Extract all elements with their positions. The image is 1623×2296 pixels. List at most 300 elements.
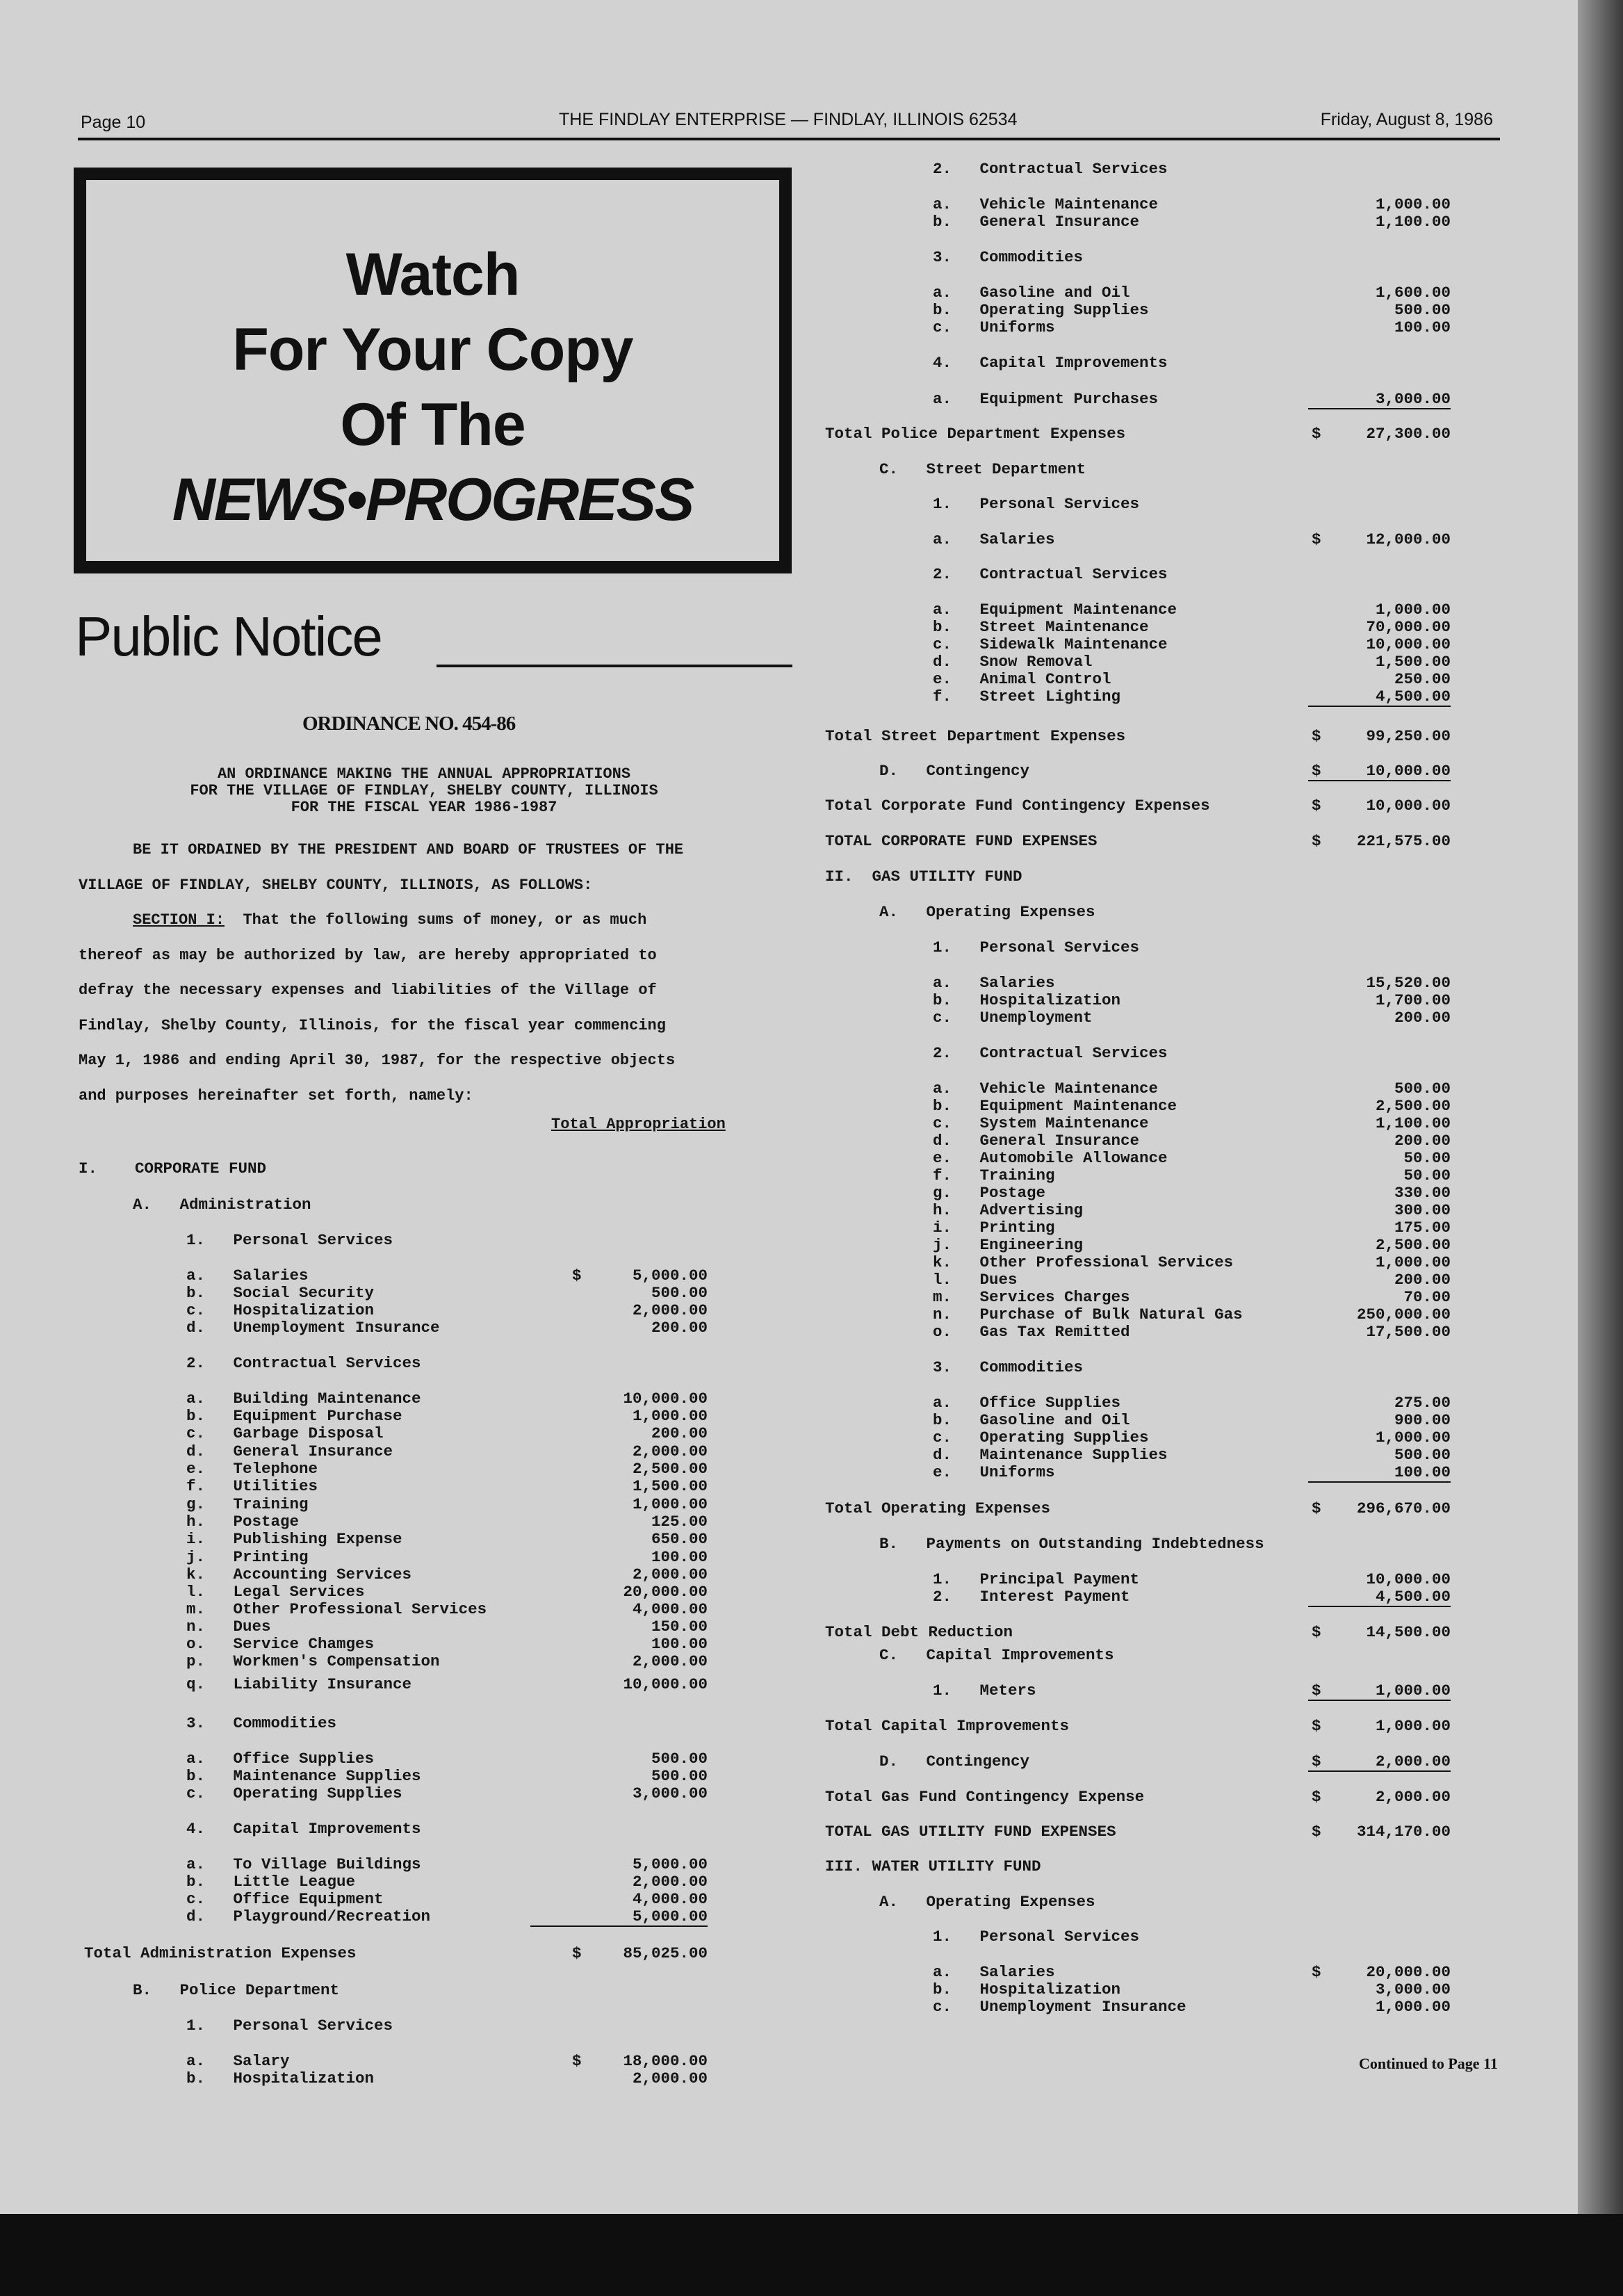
dollar-sign: $ [1312, 1499, 1321, 1517]
scan-border [0, 2214, 1623, 2296]
line-item-amount: 15,520.00 [1366, 974, 1451, 992]
line-item-amount: 70.00 [1403, 1288, 1451, 1306]
section-line: Findlay, Shelby County, Illinois, for the fiscal year commencing [79, 1016, 666, 1034]
line-item-amount: 296,670.00 [1356, 1499, 1451, 1517]
budget-line-item [825, 1717, 1467, 1735]
line-item-amount: 1,000.00 [1375, 195, 1451, 213]
line-item-amount: 2,000.00 [632, 1652, 708, 1670]
line-item-amount: 2,000.00 [632, 1301, 708, 1319]
line-item-label: Total Police Department Expenses [825, 425, 1126, 443]
line-item-label: b. Operating Supplies [933, 301, 1149, 319]
line-item-amount: 2,000.00 [1375, 1788, 1451, 1806]
budget-line-item [879, 1646, 1467, 1664]
line-item-amount: 500.00 [1394, 1080, 1451, 1098]
line-item-label: D. Contingency [879, 1752, 1030, 1770]
budget-line-item [933, 1411, 1467, 1429]
left-budget-column [79, 0, 728, 2155]
budget-line-item [933, 284, 1467, 302]
line-item-label: b. General Insurance [933, 213, 1140, 231]
budget-line-item [186, 1873, 728, 1891]
line-item-label: m. Services Charges [933, 1288, 1130, 1306]
budget-line-item [933, 1114, 1467, 1132]
budget-line-item [186, 1820, 728, 1838]
line-item-amount: 250.00 [1394, 670, 1451, 688]
budget-line-item [186, 1424, 728, 1442]
line-item-amount: 1,000.00 [1375, 1998, 1451, 2016]
line-item-amount: 1,000.00 [1375, 1428, 1451, 1447]
line-item-amount: 1,000.00 [1375, 1717, 1451, 1735]
line-item-label: 1. Personal Services [933, 938, 1140, 956]
line-item-label: d. Maintenance Supplies [933, 1446, 1168, 1464]
ad-line-3: Of The [340, 391, 525, 458]
budget-line-item [933, 635, 1467, 653]
dollar-sign: $ [1312, 762, 1321, 780]
dollar-sign: $ [1312, 1823, 1321, 1841]
budget-line-item [933, 390, 1467, 408]
budget-line-item [879, 460, 1467, 478]
budget-line-item [879, 903, 1467, 921]
line-item-label: i. Publishing Expense [186, 1530, 402, 1548]
line-item-label: n. Dues [186, 1618, 271, 1636]
line-item-amount: 500.00 [651, 1767, 708, 1785]
line-item-label: c. Operating Supplies [933, 1428, 1149, 1447]
budget-line-item [825, 1857, 1467, 1875]
line-item-amount: 100.00 [651, 1548, 708, 1566]
budget-line-item [825, 425, 1467, 443]
budget-line-item [933, 1323, 1467, 1341]
budget-line-item [825, 832, 1467, 850]
line-item-label: g. Postage [933, 1184, 1046, 1202]
line-item-label: TOTAL GAS UTILITY FUND EXPENSES [825, 1823, 1116, 1841]
line-item-label: b. Social Security [186, 1284, 375, 1302]
line-item-amount: 175.00 [1394, 1219, 1451, 1237]
line-item-amount: 50.00 [1403, 1166, 1451, 1184]
budget-line-item [933, 1219, 1467, 1237]
appropriation-column-heading: Total Appropriation [551, 1116, 726, 1133]
line-item-label: c. Office Equipment [186, 1890, 384, 1908]
budget-line-item [933, 1288, 1467, 1306]
line-item-amount: 200.00 [1394, 1271, 1451, 1289]
line-item-amount: 1,700.00 [1375, 991, 1451, 1009]
line-item-amount: 500.00 [1394, 1446, 1451, 1464]
line-item-amount: 10,000.00 [1366, 797, 1451, 815]
line-item-amount: 3,000.00 [1375, 1980, 1451, 1998]
dollar-sign: $ [1312, 832, 1321, 850]
section-line: and purposes hereinafter set forth, namely: [79, 1086, 473, 1105]
budget-line-item [186, 1442, 728, 1460]
line-item-amount: 314,170.00 [1356, 1823, 1451, 1841]
line-item-label: e. Animal Control [933, 670, 1111, 688]
line-item-label: h. Postage [186, 1513, 300, 1531]
line-item-amount: 100.00 [651, 1635, 708, 1653]
line-item-label: C. Capital Improvements [879, 1646, 1114, 1664]
line-item-amount: 3,000.00 [1308, 390, 1451, 409]
right-budget-column [825, 0, 1467, 2155]
line-item-label: e. Telephone [186, 1460, 318, 1478]
line-item-amount: 650.00 [651, 1530, 708, 1548]
budget-line-item [933, 1166, 1467, 1184]
budget-line-item [186, 1548, 728, 1566]
line-item-amount: 1,000.00 [1375, 601, 1451, 619]
budget-line-item [186, 1890, 728, 1908]
page-edge-shadow [1578, 0, 1623, 2214]
line-item-label: a. Equipment Purchases [933, 390, 1159, 408]
budget-line-item [933, 301, 1467, 319]
budget-line-item [186, 1565, 728, 1583]
budget-line-item [933, 1588, 1467, 1606]
page-number: Page 10 [81, 113, 146, 132]
line-item-label: d. General Insurance [933, 1132, 1140, 1150]
line-item-label: h. Advertising [933, 1201, 1084, 1219]
section-label: SECTION I: [133, 911, 225, 929]
line-item-label: TOTAL CORPORATE FUND EXPENSES [825, 832, 1098, 850]
budget-line-item [186, 2069, 728, 2087]
line-item-amount: 1,100.00 [1375, 1114, 1451, 1132]
masthead: THE FINDLAY ENTERPRISE — FINDLAY, ILLINOIS 62534 [559, 110, 1018, 129]
ad-line-1: Watch [345, 241, 520, 308]
budget-line-item [933, 618, 1467, 636]
line-item-label: A. Operating Expenses [879, 1893, 1095, 1911]
budget-line-item [933, 1236, 1467, 1254]
budget-line-item [186, 1750, 728, 1768]
line-item-label: A. Administration [133, 1196, 311, 1214]
line-item-label: Total Street Department Expenses [825, 727, 1126, 745]
line-item-amount: 20,000.00 [623, 1583, 708, 1601]
line-item-amount: 900.00 [1394, 1411, 1451, 1429]
line-item-label: b. Maintenance Supplies [186, 1767, 421, 1785]
line-item-label: 2. Contractual Services [933, 1044, 1168, 1062]
budget-line-item [186, 1855, 728, 1873]
line-item-label: Total Gas Fund Contingency Expense [825, 1788, 1145, 1806]
budget-line-item [933, 1682, 1467, 1700]
line-item-amount: 200.00 [1394, 1009, 1451, 1027]
dollar-sign: $ [572, 1944, 582, 1962]
budget-line-item [933, 1097, 1467, 1115]
line-item-amount: 5,000.00 [632, 1855, 708, 1873]
budget-line-item [186, 1477, 728, 1495]
line-item-amount: 70,000.00 [1366, 618, 1451, 636]
budget-line-item [933, 213, 1467, 231]
line-item-amount: 10,000.00 [623, 1390, 708, 1408]
line-item-amount: 99,250.00 [1366, 727, 1451, 745]
line-item-label: f. Training [933, 1166, 1055, 1184]
line-item-label: d. General Insurance [186, 1442, 393, 1460]
line-item-label: b. Hospitalization [933, 1980, 1121, 1998]
ordinance-title-line: FOR THE FISCAL YEAR 1986-1987 [291, 799, 557, 816]
budget-line-item [79, 1159, 728, 1178]
line-item-amount: 14,500.00 [1366, 1623, 1451, 1641]
budget-line-item [879, 1535, 1467, 1553]
line-item-label: b. Hospitalization [933, 991, 1121, 1009]
budget-line-item [825, 1823, 1467, 1841]
line-item-amount: 5,000.00 [530, 1907, 708, 1927]
budget-line-item [879, 762, 1467, 780]
budget-line-item [186, 1319, 728, 1337]
budget-line-item [133, 1196, 728, 1214]
budget-line-item [933, 1446, 1467, 1464]
ordinance-title-line: AN ORDINANCE MAKING THE ANNUAL APPROPRIATIONS [217, 765, 631, 783]
line-item-label: k. Accounting Services [186, 1565, 412, 1583]
line-item-label: 1. Principal Payment [933, 1570, 1140, 1588]
line-item-label: 2. Contractual Services [933, 160, 1168, 178]
line-item-label: a. Office Supplies [186, 1750, 375, 1768]
budget-line-item [933, 1305, 1467, 1324]
line-item-amount: 2,000.00 [632, 1873, 708, 1891]
line-item-amount: 4,000.00 [632, 1600, 708, 1618]
line-item-amount: 200.00 [651, 1319, 708, 1337]
line-item-label: 2. Interest Payment [933, 1588, 1130, 1606]
line-item-label: 1. Personal Services [933, 1928, 1140, 1946]
ordinance-number: ORDINANCE NO. 454-86 [302, 713, 516, 735]
line-item-amount: 330.00 [1394, 1184, 1451, 1202]
line-item-label: m. Other Professional Services [186, 1600, 487, 1618]
line-item-label: a. Salaries [186, 1267, 309, 1285]
line-item-amount: 1,100.00 [1375, 213, 1451, 231]
line-item-label: j. Printing [186, 1548, 309, 1566]
line-item-label: 1. Meters [933, 1682, 1036, 1700]
budget-line-item [186, 1407, 728, 1425]
line-item-label: a. Building Maintenance [186, 1390, 421, 1408]
dollar-sign: $ [1312, 530, 1321, 548]
line-item-label: g. Training [186, 1495, 309, 1513]
line-item-amount: 1,000.00 [1308, 1682, 1451, 1701]
line-item-label: c. Sidewalk Maintenance [933, 635, 1168, 653]
budget-line-item [186, 1600, 728, 1618]
budget-line-item [186, 1530, 728, 1548]
line-item-label: d. Unemployment Insurance [186, 1319, 440, 1337]
line-item-label: f. Street Lighting [933, 687, 1121, 706]
line-item-amount: 12,000.00 [1366, 530, 1451, 548]
continued-note: Continued to Page 11 [1359, 2055, 1498, 2072]
line-item-label: 3. Commodities [933, 1358, 1084, 1376]
line-item-label: e. Uniforms [933, 1463, 1055, 1481]
line-item-amount: 2,500.00 [1375, 1097, 1451, 1115]
line-item-label: b. Little League [186, 1873, 356, 1891]
line-item-label: 1. Personal Services [186, 2017, 393, 2035]
dollar-sign: $ [1312, 1963, 1321, 1981]
budget-line-item [186, 1513, 728, 1531]
budget-line-item [933, 248, 1467, 266]
budget-line-item [933, 1998, 1467, 2016]
line-item-label: D. Contingency [879, 762, 1030, 780]
budget-line-item [186, 1495, 728, 1513]
line-item-amount: 4,500.00 [1308, 687, 1451, 707]
line-item-label: B. Payments on Outstanding Indebtedness [879, 1535, 1264, 1553]
ad-line-2: For Your Copy [232, 316, 633, 383]
line-item-amount: 200.00 [1394, 1132, 1451, 1150]
budget-line-item [879, 1893, 1467, 1911]
budget-line-item [186, 1354, 728, 1372]
line-item-label: a. Gasoline and Oil [933, 284, 1130, 302]
line-item-label: p. Workmen's Compensation [186, 1652, 440, 1670]
line-item-label: a. Vehicle Maintenance [933, 1080, 1159, 1098]
budget-line-item [933, 160, 1467, 178]
line-item-label: c. System Maintenance [933, 1114, 1149, 1132]
line-item-label: 2. Contractual Services [933, 565, 1168, 583]
budget-line-item [186, 1635, 728, 1653]
line-item-label: l. Dues [933, 1271, 1018, 1289]
dollar-sign: $ [1312, 1623, 1321, 1641]
line-item-label: 4. Capital Improvements [186, 1820, 421, 1838]
preamble-line: BE IT ORDAINED BY THE PRESIDENT AND BOARD OF TRUSTEES OF THE [133, 841, 684, 858]
line-item-label: I. CORPORATE FUND [79, 1159, 267, 1178]
budget-line-item [933, 354, 1467, 372]
line-item-label: a. Equipment Maintenance [933, 601, 1177, 619]
budget-line-item [933, 687, 1467, 706]
line-item-label: o. Gas Tax Remitted [933, 1323, 1130, 1341]
budget-line-item [933, 601, 1467, 619]
section-line: defray the necessary expenses and liabilities of the Village of [79, 982, 657, 999]
budget-line-item [933, 1980, 1467, 1998]
budget-line-item [825, 1788, 1467, 1806]
line-item-amount: 2,500.00 [1375, 1236, 1451, 1254]
line-item-label: C. Street Department [879, 460, 1086, 478]
dollar-sign: $ [1312, 1717, 1321, 1735]
line-item-label: 4. Capital Improvements [933, 354, 1168, 372]
line-item-amount: 1,000.00 [632, 1495, 708, 1513]
line-item-label: d. Playground/Recreation [186, 1907, 431, 1925]
line-item-label: c. Garbage Disposal [186, 1424, 384, 1442]
ad-brand-line: NEWS•PROGRESS [172, 466, 694, 533]
budget-line-item [186, 1284, 728, 1302]
line-item-amount: 17,500.00 [1366, 1323, 1451, 1341]
budget-line-item [933, 1080, 1467, 1098]
line-item-amount: 1,500.00 [632, 1477, 708, 1495]
line-item-label: b. Equipment Purchase [186, 1407, 402, 1425]
line-item-label: c. Unemployment Insurance [933, 1998, 1186, 2016]
budget-line-item [933, 1463, 1467, 1481]
line-item-label: Total Operating Expenses [825, 1499, 1051, 1517]
budget-line-item [186, 1784, 728, 1802]
line-item-amount: 500.00 [651, 1284, 708, 1302]
budget-line-item [186, 1583, 728, 1601]
line-item-amount: 4,000.00 [632, 1890, 708, 1908]
line-item-amount: 1,000.00 [632, 1407, 708, 1425]
line-item-label: Total Capital Improvements [825, 1717, 1070, 1735]
budget-line-item [186, 2017, 728, 2035]
line-item-label: II. GAS UTILITY FUND [825, 868, 1022, 886]
section-text: That the following sums of money, or as much [243, 911, 647, 929]
line-item-label: c. Uniforms [933, 318, 1055, 336]
budget-line-item [84, 1944, 728, 1962]
line-item-amount: 221,575.00 [1356, 832, 1451, 850]
line-item-amount: 200.00 [651, 1424, 708, 1442]
line-item-label: b. Hospitalization [186, 2069, 375, 2087]
line-item-amount: 275.00 [1394, 1394, 1451, 1412]
budget-line-item [933, 1358, 1467, 1376]
ordinance-title-line: FOR THE VILLAGE OF FINDLAY, SHELBY COUNTY, ILLINOIS [190, 782, 658, 799]
line-item-label: q. Liability Insurance [186, 1675, 412, 1693]
budget-line-item [186, 1301, 728, 1319]
line-item-label: a. Salaries [933, 1963, 1055, 1981]
line-item-amount: 18,000.00 [623, 2052, 708, 2070]
budget-line-item [933, 1394, 1467, 1412]
budget-line-item [933, 1184, 1467, 1202]
dollar-sign: $ [1312, 797, 1321, 815]
budget-line-item [933, 1201, 1467, 1219]
budget-line-item [933, 974, 1467, 992]
budget-line-item [933, 495, 1467, 513]
budget-line-item [186, 1231, 728, 1249]
line-item-label: a. To Village Buildings [186, 1855, 421, 1873]
line-item-label: l. Legal Services [186, 1583, 365, 1601]
line-item-label: 3. Commodities [933, 248, 1084, 266]
line-item-label: Total Debt Reduction [825, 1623, 1013, 1641]
budget-line-item [933, 565, 1467, 583]
line-item-label: o. Service Chamges [186, 1635, 375, 1653]
line-item-amount: 20,000.00 [1366, 1963, 1451, 1981]
line-item-amount: 2,000.00 [1308, 1752, 1451, 1772]
budget-line-item [933, 1132, 1467, 1150]
budget-line-item [933, 991, 1467, 1009]
budget-line-item [933, 1570, 1467, 1588]
line-item-label: a. Salaries [933, 974, 1055, 992]
line-item-label: e. Automobile Allowance [933, 1149, 1168, 1167]
line-item-label: B. Police Department [133, 1981, 340, 1999]
line-item-amount: 300.00 [1394, 1201, 1451, 1219]
line-item-amount: 27,300.00 [1366, 425, 1451, 443]
budget-line-item [186, 1652, 728, 1670]
budget-line-item [825, 797, 1467, 815]
line-item-label: Total Administration Expenses [84, 1944, 357, 1962]
line-item-label: a. Office Supplies [933, 1394, 1121, 1412]
line-item-label: 1. Personal Services [186, 1231, 393, 1249]
line-item-amount: 2,500.00 [632, 1460, 708, 1478]
section-line: thereof as may be authorized by law, are hereby appropriated to [79, 946, 657, 964]
issue-date: Friday, August 8, 1986 [1320, 110, 1493, 129]
line-item-label: A. Operating Expenses [879, 903, 1095, 921]
budget-line-item [933, 318, 1467, 336]
dollar-sign: $ [1312, 1788, 1321, 1806]
line-item-label: k. Other Professional Services [933, 1253, 1234, 1271]
budget-line-item [825, 868, 1467, 886]
section-line: May 1, 1986 and ending April 30, 1987, for the respective objects [79, 1052, 676, 1069]
budget-line-item [933, 1253, 1467, 1271]
dollar-sign: $ [1312, 1752, 1321, 1770]
line-item-amount: 100.00 [1394, 318, 1451, 336]
line-item-label: Total Corporate Fund Contingency Expenses [825, 797, 1210, 815]
dollar-sign: $ [572, 1267, 582, 1285]
budget-line-item [933, 1428, 1467, 1447]
line-item-label: c. Operating Supplies [186, 1784, 402, 1802]
line-item-amount: 2,000.00 [632, 1442, 708, 1460]
budget-line-item [933, 653, 1467, 671]
line-item-amount: 4,500.00 [1308, 1588, 1451, 1607]
budget-line-item [186, 1267, 728, 1285]
budget-line-item [186, 1907, 728, 1925]
line-item-amount: 10,000.00 [623, 1675, 708, 1693]
budget-line-item [933, 530, 1467, 548]
line-item-amount: 1,500.00 [1375, 653, 1451, 671]
line-item-amount: 2,000.00 [632, 2069, 708, 2087]
line-item-amount: 10,000.00 [1366, 635, 1451, 653]
budget-line-item [186, 1390, 728, 1408]
budget-line-item [933, 1928, 1467, 1946]
line-item-label: a. Vehicle Maintenance [933, 195, 1159, 213]
dollar-sign: $ [1312, 727, 1321, 745]
budget-line-item [186, 2052, 728, 2070]
budget-line-item [933, 1963, 1467, 1981]
line-item-amount: 50.00 [1403, 1149, 1451, 1167]
line-item-label: i. Printing [933, 1219, 1055, 1237]
budget-line-item [933, 1149, 1467, 1167]
line-item-amount: 125.00 [651, 1513, 708, 1531]
line-item-amount: 1,000.00 [1375, 1253, 1451, 1271]
budget-line-item [933, 1009, 1467, 1027]
line-item-label: b. Equipment Maintenance [933, 1097, 1177, 1115]
line-item-amount: 3,000.00 [632, 1784, 708, 1802]
dollar-sign: $ [1312, 1682, 1321, 1700]
